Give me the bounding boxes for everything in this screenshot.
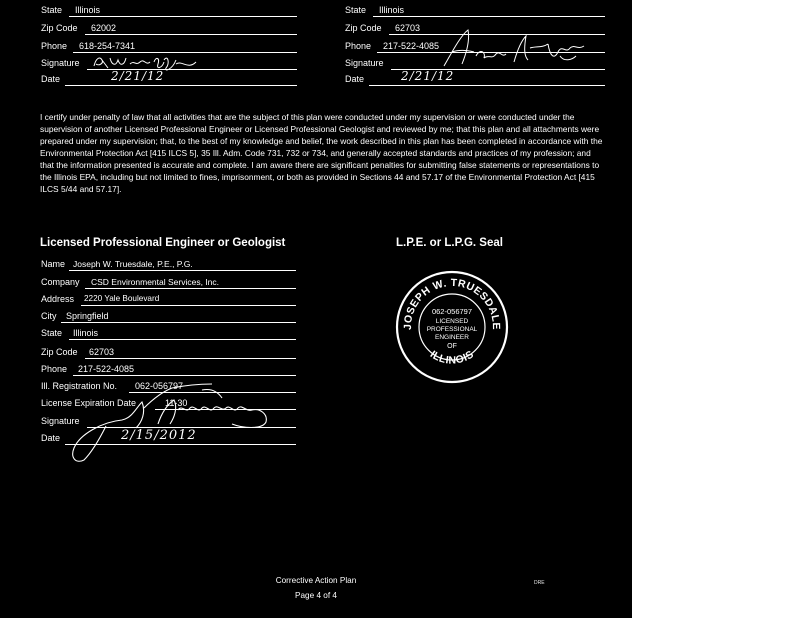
lpe-address-field bbox=[41, 293, 296, 306]
lpe-city-label: City bbox=[41, 311, 57, 321]
lpe-signature-label: Signature bbox=[41, 416, 80, 426]
lpe-expiration-label: License Expiration Date bbox=[41, 398, 137, 408]
owner-phone-label: Phone bbox=[41, 41, 68, 51]
lpe-company-label: Company bbox=[41, 277, 80, 287]
consultant-handwritten-signature bbox=[440, 26, 590, 72]
footer-title: Corrective Action Plan bbox=[275, 576, 357, 585]
footer-page-number: Page 4 of 4 bbox=[295, 591, 337, 600]
consultant-zip-value: 62703 bbox=[395, 23, 421, 33]
lpe-registration-value: 062-056797 bbox=[135, 381, 184, 391]
lpe-heading: Licensed Professional Engineer or Geologist bbox=[40, 237, 286, 249]
footer-code: DRE bbox=[534, 580, 545, 586]
seal-number: 062-056797 bbox=[431, 307, 473, 316]
owner-state-field bbox=[41, 4, 297, 17]
lpe-name-field bbox=[41, 258, 296, 271]
owner-state-value: Illinois bbox=[75, 5, 101, 15]
seal-bottom-arc-text: ILLINOIS bbox=[427, 348, 477, 367]
lpe-handwritten-signature bbox=[62, 378, 282, 464]
lpe-state-label: State bbox=[41, 328, 63, 338]
owner-state-line bbox=[69, 16, 297, 17]
consultant-state-field bbox=[345, 4, 605, 17]
lpe-name-value: Joseph W. Truesdale, P.E., P.G. bbox=[73, 259, 193, 269]
certification-paragraph: I certify under penalty of law that all activities that are the subject of this plan were conducted under my supervision or were conducted under the supervision of another Licensed Professional Engineer or Licensed Professional Geologist and reviewed by me; that this plan and all attachments were prepared under my supervision; that, to the best of my knowledge and belief, the work described in this plan has been completed in accordance with the Environmental Protection Act [415 ILCS 5], 35 Ill. Adm. Code 731, 732 or 734, and generally accepted standards and practices of my profession; and that the information presented is accurate and complete. I am aware there are significant penalties for submitting false statements or representations to the Illinois EPA, including but not limited to fines, imprisonment, or both as provided in Sections 44 and 57.17 of the Environmental Protection Act [415 ILCS 5/44 and 57.17]. bbox=[40, 112, 603, 194]
lpe-zip-line bbox=[85, 358, 296, 359]
lpe-name-label: Name bbox=[41, 259, 66, 269]
lpe-state-field bbox=[41, 327, 296, 340]
owner-date-line bbox=[65, 85, 297, 86]
lpe-expiration-value: 11-30 bbox=[165, 398, 188, 408]
lpe-zip-field bbox=[41, 346, 296, 359]
lpe-registration-label: Ill. Registration No. bbox=[41, 381, 118, 391]
owner-date-label: Date bbox=[41, 74, 61, 84]
lpe-state-value: Illinois bbox=[73, 328, 99, 338]
lpe-city-line bbox=[61, 322, 296, 323]
consultant-state-label: State bbox=[345, 5, 367, 15]
owner-state-label: State bbox=[41, 5, 63, 15]
lpe-address-value: 2220 Yale Boulevard bbox=[84, 294, 160, 303]
lpe-company-field bbox=[41, 276, 296, 289]
consultant-zip-label: Zip Code bbox=[345, 23, 382, 33]
lpe-zip-value: 62703 bbox=[89, 347, 115, 357]
seal-line-of: OF bbox=[447, 343, 457, 350]
seal-ring-graphic bbox=[395, 270, 509, 384]
consultant-date-value: 2/21/12 bbox=[401, 69, 455, 83]
lpe-date-label: Date bbox=[41, 433, 61, 443]
owner-signature-label: Signature bbox=[41, 58, 80, 68]
consultant-date-label: Date bbox=[345, 74, 365, 84]
lpe-city-value: Springfield bbox=[66, 311, 109, 321]
engineer-seal bbox=[395, 270, 509, 384]
lpe-phone-line bbox=[73, 375, 296, 376]
owner-date-value: 2/21/12 bbox=[111, 69, 165, 83]
owner-zip-field bbox=[41, 22, 297, 35]
consultant-phone-value: 217-522-4085 bbox=[383, 41, 440, 51]
lpe-company-value: CSD Environmental Services, Inc. bbox=[91, 277, 220, 287]
seal-line-professional: PROFESSIONAL bbox=[426, 326, 478, 333]
seal-top-arc-text: JOSEPH W. TRUESDALE bbox=[401, 276, 503, 331]
seal-heading: L.P.E. or L.P.G. Seal bbox=[396, 237, 503, 249]
seal-line-licensed: LICENSED bbox=[435, 318, 469, 325]
lpe-phone-label: Phone bbox=[41, 364, 68, 374]
lpe-company-line bbox=[85, 288, 296, 289]
consultant-signature-label: Signature bbox=[345, 58, 384, 68]
lpe-phone-field bbox=[41, 363, 296, 376]
seal-line-engineer: ENGINEER bbox=[435, 334, 469, 341]
lpe-address-label: Address bbox=[41, 294, 75, 304]
right-margin bbox=[632, 0, 800, 618]
lpe-date-value: 2/15/2012 bbox=[121, 428, 197, 443]
consultant-state-value: Illinois bbox=[379, 5, 405, 15]
owner-zip-value: 62002 bbox=[91, 23, 117, 33]
lpe-city-field bbox=[41, 310, 296, 323]
lpe-state-line bbox=[69, 339, 296, 340]
lpe-zip-label: Zip Code bbox=[41, 347, 78, 357]
consultant-state-line bbox=[373, 16, 605, 17]
owner-zip-line bbox=[85, 34, 297, 35]
lpe-name-line bbox=[69, 270, 296, 271]
owner-date-field bbox=[41, 69, 297, 86]
consultant-date-field bbox=[345, 69, 605, 86]
owner-zip-label: Zip Code bbox=[41, 23, 78, 33]
owner-phone-value: 618-254-7341 bbox=[79, 41, 136, 51]
lpe-address-line bbox=[81, 305, 296, 306]
consultant-date-line bbox=[369, 85, 605, 86]
lpe-phone-value: 217-522-4085 bbox=[78, 364, 135, 374]
consultant-phone-label: Phone bbox=[345, 41, 372, 51]
